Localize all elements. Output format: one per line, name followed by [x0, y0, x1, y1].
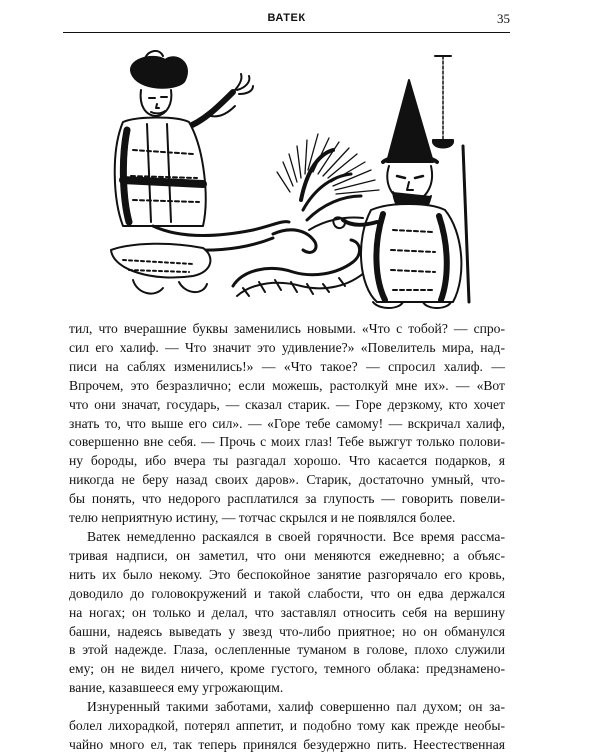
text-line: болел лихорадкой, потерял аппетит, и подобно тому как прежде необы- — [69, 718, 505, 734]
text-line: совершенно вне себя. — Прочь с моих глаз! Тебе выжгут только полови- — [69, 434, 505, 450]
text-line: Ватек немедленно раскаялся в своей горячности. Все время рассма- — [87, 528, 505, 544]
text-line: бы понять, что недорого расплатился за глупость — говорить повели- — [69, 491, 505, 507]
text-line: на ногах; он только и делал, что заставлял относить себя на вершину — [69, 604, 505, 620]
text-line: тривая надписи, он заметил, что они меняются ежедневно; а объяс- — [69, 547, 505, 563]
page-number: 35 — [497, 11, 510, 26]
text-line: вание, казавшееся ему угрожающим. — [69, 680, 284, 696]
text-line: тил, что вчерашние буквы заменились новыми. «Что с тобой? — спро- — [69, 321, 505, 336]
text-line: знать то, что выше его сил». — «Горе тебе самому! — вскричал халиф, — [69, 415, 505, 431]
running-title: ВАТЕК — [267, 12, 306, 24]
text-line: нить их было некому. Это беспокойное занятие разгорячало его кровь, — [69, 566, 505, 582]
text-line: писи на саблях изменились!» — «Что такое? — спросил халиф. — — [69, 358, 505, 374]
header-rule — [63, 32, 510, 33]
text-line: в этой надежде. Глаза, ослепленные туманом в голове, плохо служили — [69, 642, 505, 658]
text-line: телю неприятную истину, — тотчас скрылся и не появлялся более. — [69, 510, 456, 526]
text-line: доводило до головокружений и такой слабости, что он едва держался — [69, 585, 505, 601]
paragraph-2 — [69, 528, 505, 698]
running-header — [63, 10, 510, 30]
text-line: Впрочем, это безразлично; если можешь, растолкуй мне их». — «Вот — [69, 377, 505, 393]
text-line: чайно много ел, так теперь принялся безудержно пить. Неестественная — [69, 736, 505, 752]
body-text — [69, 320, 505, 755]
paragraph-1 — [69, 320, 505, 528]
caliph-and-old-man-engraving-icon — [93, 50, 503, 310]
text-line: ему; он не видел ничего, кроме густого, темного облака: предзнамено- — [69, 661, 505, 677]
text-line: что они значат, государь, — сказал старик. — Горе дерзкому, кто хочет — [69, 396, 505, 412]
paragraph-3 — [69, 698, 505, 755]
text-line: Изнуренный такими заботами, халиф совершенно пал духом; он за- — [87, 699, 505, 715]
text-line: башни, надеясь выведать у звезд что-либо приятное; но он обманулся — [69, 623, 505, 639]
text-line: ну бороды, ибо вчера ты разгадал хорошо. Что касается подарков, я — [69, 453, 505, 469]
text-line: сил его халиф. — Что значит это удивление?» «Повелитель мира, над- — [69, 339, 505, 355]
text-line: никогда не беру назад своих даров». Старик, достаточно умный, что- — [69, 472, 505, 488]
